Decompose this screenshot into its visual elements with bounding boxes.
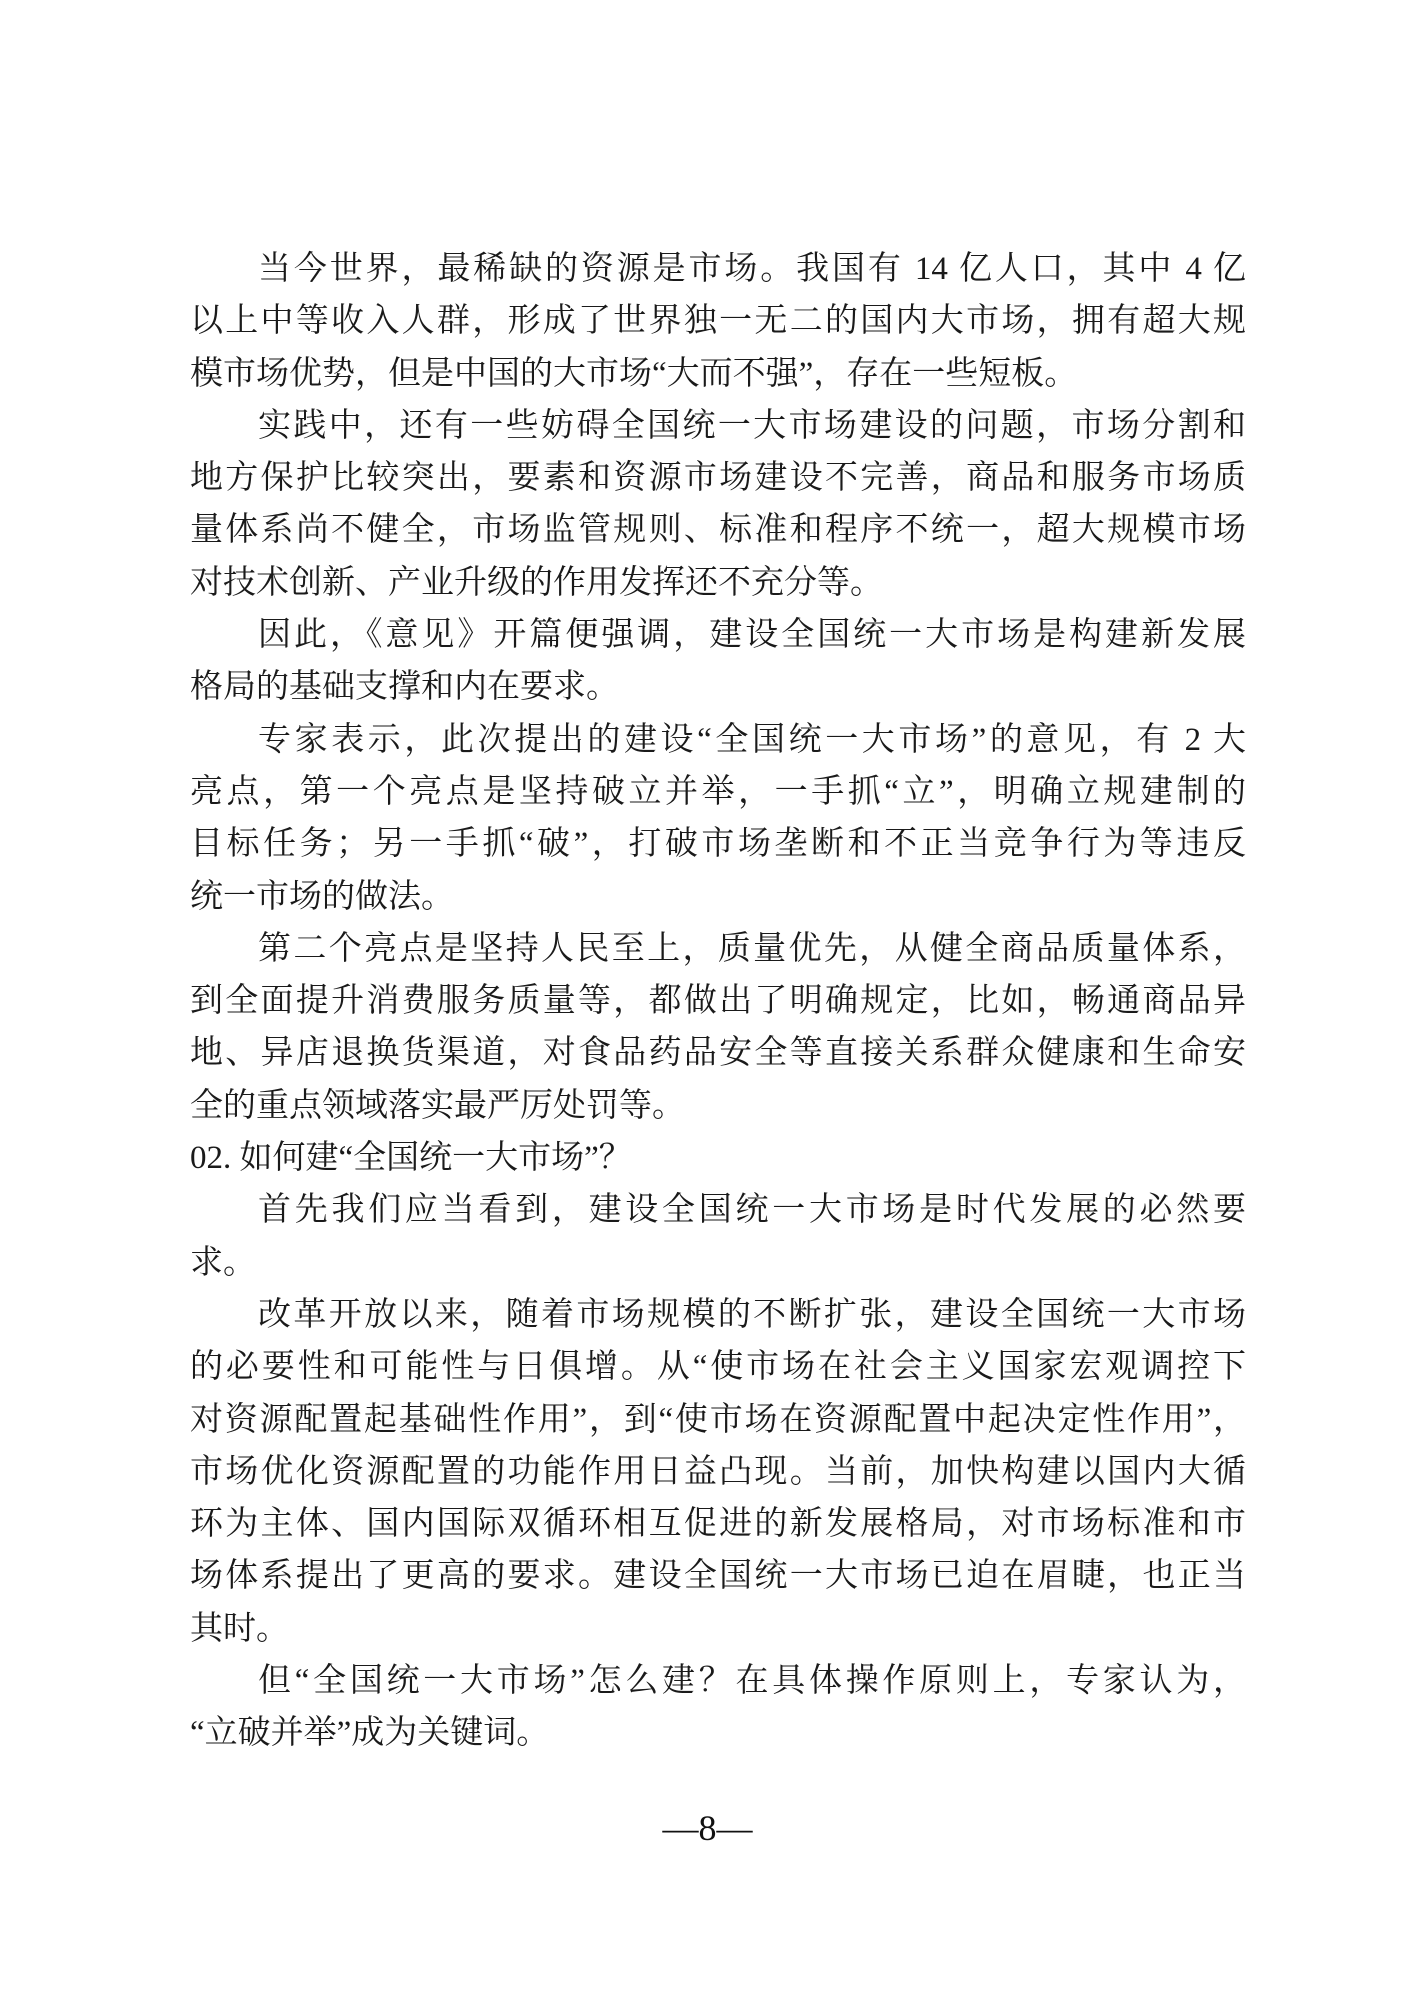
text-line: 地方保护比较突出，要素和资源市场建设不完善，商品和服务市场质 <box>190 460 1246 497</box>
text-line: 改革开放以来，随着市场规模的不断扩张，建设全国统一大市场 <box>258 1296 1246 1333</box>
text-line: 对资源配置起基础性作用”，到“使市场在资源配置中起决定性作用”， <box>190 1401 1246 1438</box>
text-line: 地、异店退换货渠道，对食品药品安全等直接关系群众健康和生命安 <box>190 1035 1246 1072</box>
text-line: 当今世界，最稀缺的资源是市场。我国有 14 亿人口，其中 4 亿 <box>258 251 1246 287</box>
text-line: 因此，《意见》开篇便强调，建设全国统一大市场是构建新发展 <box>258 617 1246 654</box>
text-line: 首先我们应当看到，建设全国统一大市场是时代发展的必然要 <box>258 1192 1246 1229</box>
text-line: 格局的基础支撑和内在要求。 <box>190 669 619 706</box>
text-line: 以上中等收入人群，形成了世界独一无二的国内大市场，拥有超大规 <box>190 303 1246 340</box>
text-line: 其时。 <box>190 1610 289 1647</box>
page-footer <box>0 1806 1415 1850</box>
text-line: 亮点，第一个亮点是坚持破立并举，一手抓“立”，明确立规建制的 <box>190 773 1246 810</box>
document-body <box>190 243 1246 1760</box>
page-number: —8— <box>662 1808 753 1848</box>
text-line: “立破并举”成为关键词。 <box>190 1715 550 1752</box>
text-line: 求。 <box>190 1244 256 1281</box>
text-line: 但“全国统一大市场”怎么建？在具体操作原则上，专家认为， <box>258 1663 1246 1700</box>
text-line: 模市场优势，但是中国的大市场“大而不强”，存在一些短板。 <box>190 355 1078 392</box>
text-line: 目标任务；另一手抓“破”，打破市场垄断和不正当竞争行为等违反 <box>190 826 1246 863</box>
text-line: 到全面提升消费服务质量等，都做出了明确规定，比如，畅通商品异 <box>190 983 1246 1020</box>
text-line: 实践中，还有一些妨碍全国统一大市场建设的问题，市场分割和 <box>258 407 1246 444</box>
text-line: 专家表示，此次提出的建设“全国统一大市场”的意见，有 2 大 <box>258 721 1246 758</box>
text-line: 统一市场的做法。 <box>190 878 454 915</box>
text-line: 环为主体、国内国际双循环相互促进的新发展格局，对市场标准和市 <box>190 1506 1246 1543</box>
section-heading: 02. 如何建“全国统一大市场”？ <box>190 1140 632 1177</box>
text-line: 全的重点领域落实最严厉处罚等。 <box>190 1087 685 1124</box>
text-line: 第二个亮点是坚持人民至上，质量优先，从健全商品质量体系， <box>258 930 1246 967</box>
text-line: 场体系提出了更高的要求。建设全国统一大市场已迫在眉睫，也正当 <box>190 1558 1246 1595</box>
text-line: 对技术创新、产业升级的作用发挥还不充分等。 <box>190 564 883 601</box>
text-line: 市场优化资源配置的功能作用日益凸现。当前，加快构建以国内大循 <box>190 1453 1246 1490</box>
text-line: 的必要性和可能性与日俱增。从“使市场在社会主义国家宏观调控下 <box>190 1349 1246 1386</box>
text-line: 量体系尚不健全，市场监管规则、标准和程序不统一，超大规模市场 <box>190 512 1246 549</box>
